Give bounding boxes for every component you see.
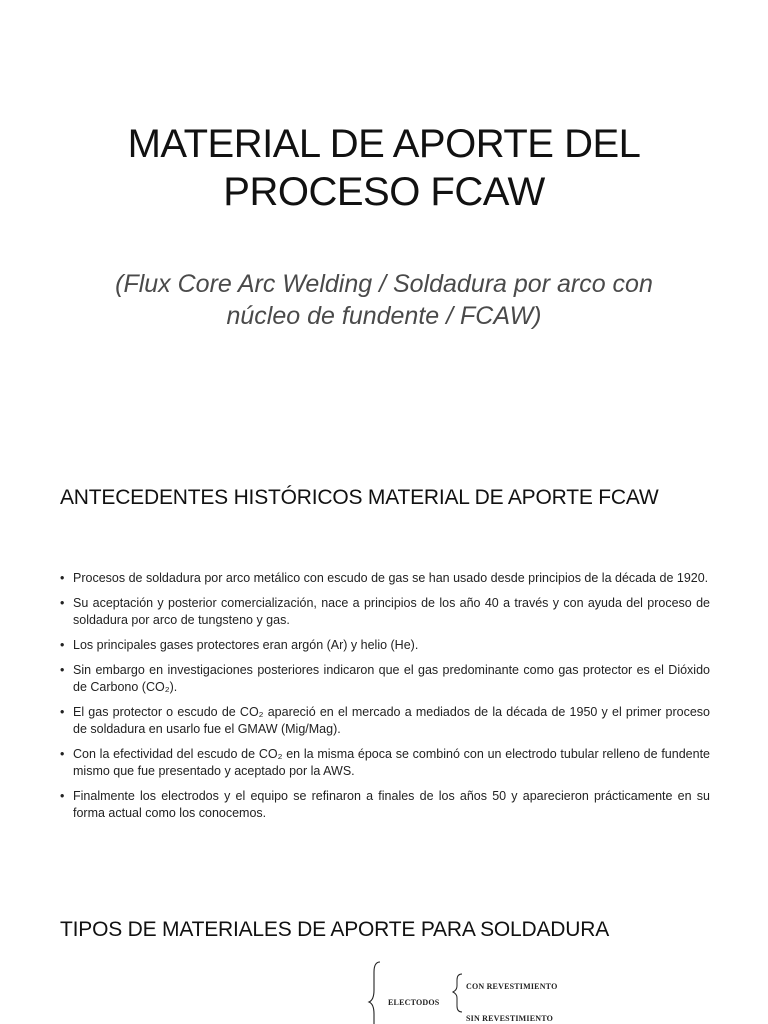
diagram-branch-con-revestimiento: CON REVESTIMIENTO: [466, 982, 558, 991]
list-item-text: Su aceptación y posterior comercialización, nace a principios de los año 40 a través y con ayuda del proceso de soldadura por arco de tungsteno y gas.: [73, 596, 710, 627]
list-item-text: Procesos de soldadura por arco metálico con escudo de gas se han usado desde principios de la década de 1920.: [73, 571, 709, 585]
subtitle-line-1: (Flux Core Arc Welding / Soldadura por arco con: [115, 270, 653, 298]
bullet-icon: •: [60, 747, 65, 761]
title-line-1: MATERIAL DE APORTE DEL: [127, 122, 641, 166]
bullet-icon: •: [60, 705, 65, 719]
list-item-text: Finalmente los electrodos y el equipo se refinaron a finales de los años 50 y aparecieron prácticamente en su forma actual como los conocemos.: [73, 789, 710, 820]
bullet-icon: •: [60, 596, 65, 610]
diagram-root-label: ELECTODOS: [388, 998, 440, 1007]
diagram-branch-sin-revestimiento: SIN REVESTIMIENTO: [466, 1014, 554, 1023]
list-item: [60, 662, 710, 696]
list-item-text: El gas protector o escudo de CO₂ apareció en el mercado a mediados de la década de 1950 y el primer proceso de soldadura en usarlo fue el GMAW (Mig/Mag).: [73, 705, 710, 736]
outer-brace: [369, 962, 380, 1024]
history-bullet-list: [60, 570, 710, 830]
bullet-icon: •: [60, 638, 65, 652]
list-item: [60, 595, 710, 629]
bullet-icon: •: [60, 663, 65, 677]
electrode-types-diagram: [366, 960, 596, 1024]
list-item: [60, 788, 710, 822]
page-subtitle: [60, 268, 708, 332]
section-heading-antecedentes: ANTECEDENTES HISTÓRICOS MATERIAL DE APORTE FCAW: [60, 486, 659, 509]
list-item-text: Los principales gases protectores eran argón (Ar) y helio (He).: [73, 638, 419, 652]
title-line-2: PROCESO FCAW: [223, 170, 545, 214]
list-item: [60, 746, 710, 780]
list-item-text: Con la efectividad del escudo de CO₂ en la misma época se combinó con un electrodo tubular relleno de fundente mismo que fue presentado y aceptado por la AWS.: [73, 747, 710, 778]
bullet-icon: •: [60, 571, 65, 585]
bullet-icon: •: [60, 789, 65, 803]
subtitle-line-2: núcleo de fundente / FCAW): [226, 302, 542, 330]
list-item: [60, 704, 710, 738]
section-heading-tipos: TIPOS DE MATERIALES DE APORTE PARA SOLDADURA: [60, 918, 610, 941]
list-item: [60, 570, 710, 587]
inner-brace: [453, 974, 462, 1012]
list-item-text: Sin embargo en investigaciones posteriores indicaron que el gas predominante como gas protector es el Dióxido de Carbono (CO₂).: [73, 663, 710, 694]
list-item: [60, 637, 710, 654]
page-title: [40, 120, 728, 216]
